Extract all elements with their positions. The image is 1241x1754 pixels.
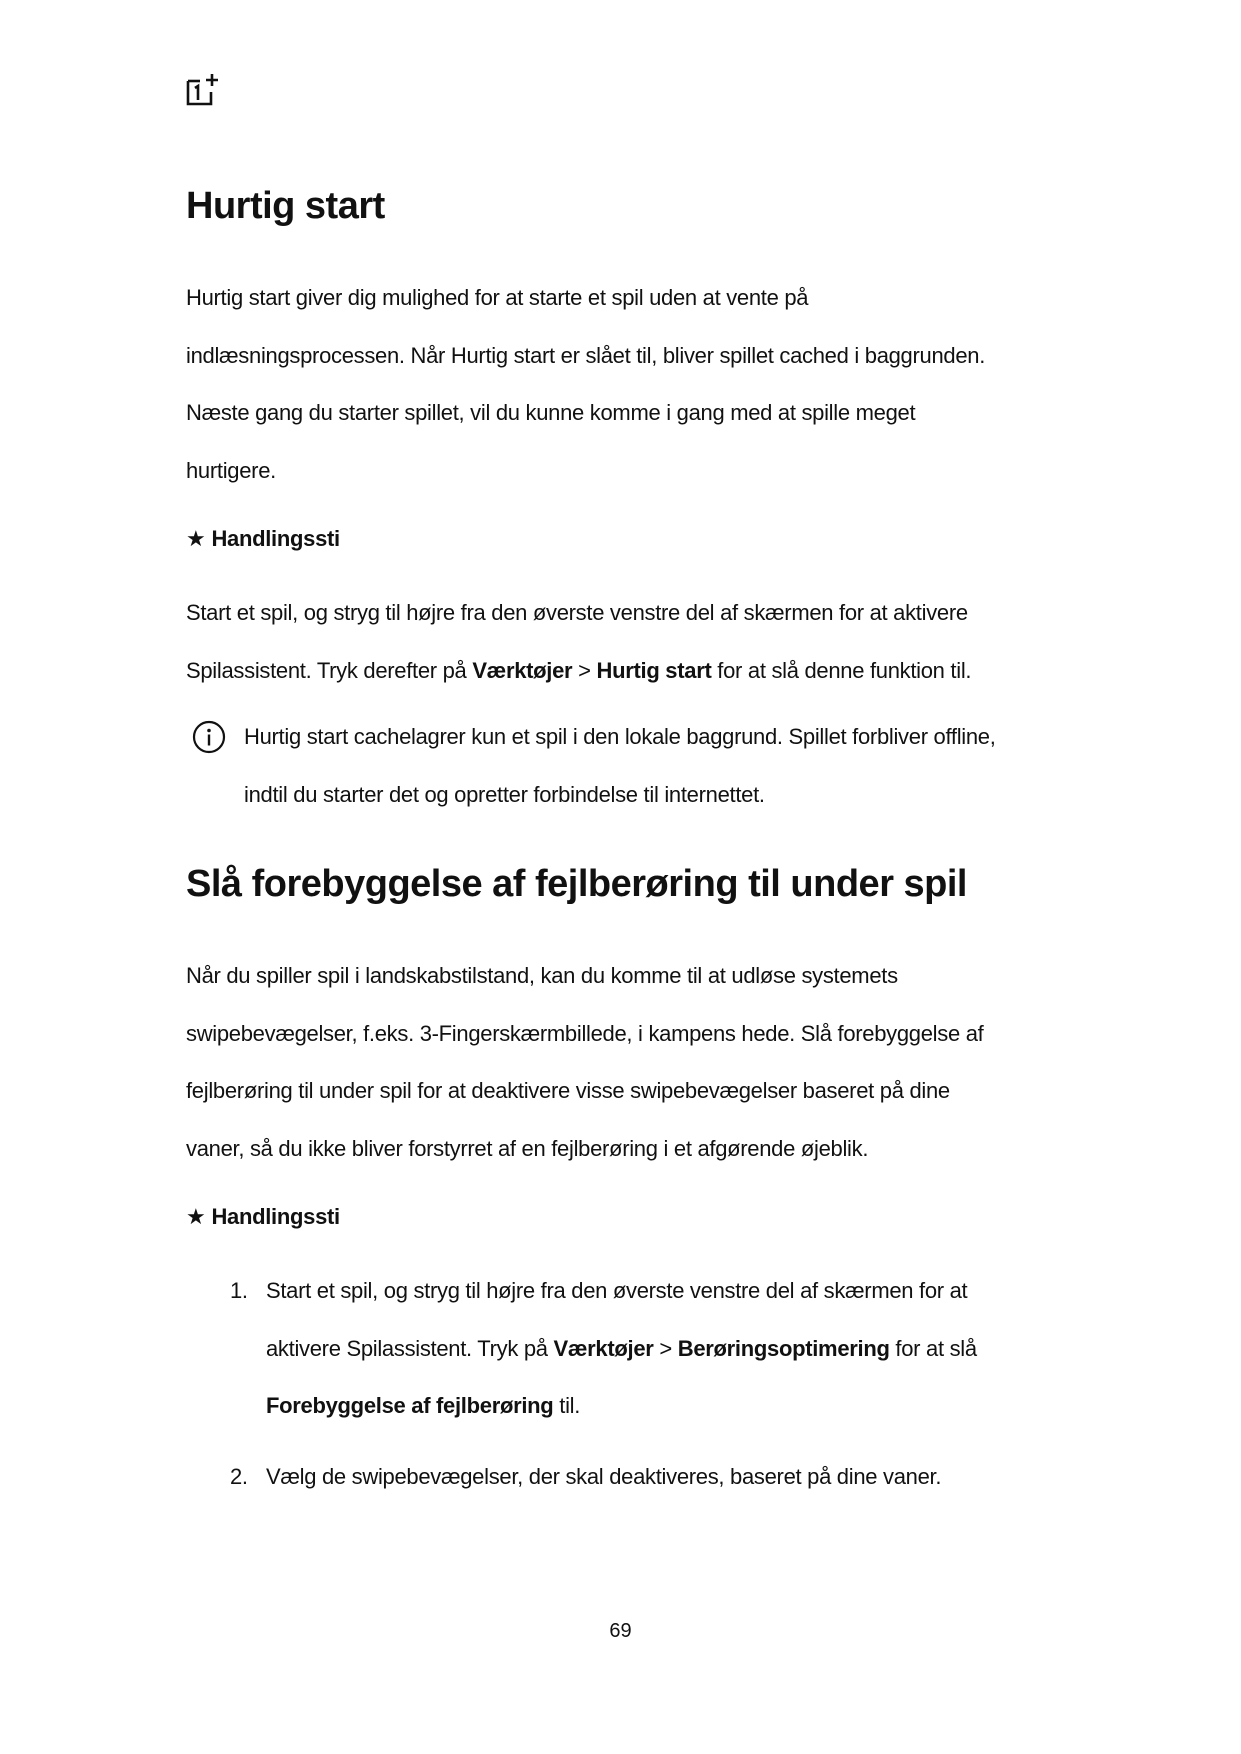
text-line: Vælg de swipebevægelser, der skal deaktiveres, baseret på dine vaner. (266, 1464, 942, 1489)
text-line: Næste gang du starter spillet, vil du kunne komme i gang med at spille meget (186, 400, 916, 425)
text-line: swipebevægelser, f.eks. 3-Fingerskærmbillede, i kampens hede. Slå forebyggelse af (186, 1020, 984, 1046)
text-line: Hurtig start cachelagrer kun et spil i den lokale baggrund. Spillet forbliver offline, (244, 724, 996, 749)
menu-path-quick-start: Hurtig start (596, 657, 712, 683)
action-path-label: Handlingssti (211, 1204, 340, 1229)
text-line: Når du spiller spil i landskabstilstand, kan du komme til at udløse systemets (186, 963, 898, 988)
star-icon: ★ (186, 526, 206, 551)
star-icon: ★ (186, 1204, 206, 1229)
list-number: 1. (230, 1278, 248, 1303)
setting-name-touch-prevention: Forebyggelse af fejlberøring (266, 1393, 554, 1418)
text-line: Start et spil, og stryg til højre fra den øverste venstre del af skærmen for at (266, 1278, 968, 1303)
oneplus-logo-icon (186, 72, 220, 106)
section-title-touch-prevention: Slå forebyggelse af fejlberøring til under spil (186, 863, 967, 905)
text-line: indtil du starter det og opretter forbindelse til internettet. (244, 781, 765, 807)
text-line: Forebyggelse af fejlberøring til. (266, 1393, 581, 1418)
intro-paragraph (186, 947, 1066, 1177)
section-title-hurtig-start: Hurtig start (186, 185, 385, 227)
menu-path-touch-optimization: Berøringsoptimering (677, 1335, 890, 1361)
text-line: indlæsningsprocessen. Når Hurtig start er slået til, bliver spillet cached i baggrunden. (186, 342, 986, 368)
action-path-heading (186, 524, 340, 554)
menu-path-tools: Værktøjer (472, 657, 573, 683)
action-path-heading (186, 1202, 340, 1232)
text-line: Spilassistent. Tryk derefter på Værktøjer > Hurtig start for at slå denne funktion til. (186, 657, 972, 683)
info-icon (192, 720, 226, 754)
text-line: Start et spil, og stryg til højre fra den øverste venstre del af skærmen for at aktivere (186, 600, 968, 625)
menu-path-tools: Værktøjer (553, 1335, 654, 1361)
text-line: vaner, så du ikke bliver forstyrret af en fejlberøring i et afgørende øjeblik. (186, 1135, 869, 1161)
text-line: Hurtig start giver dig mulighed for at starte et spil uden at vente på (186, 285, 809, 310)
text-line: aktivere Spilassistent. Tryk på Værktøjer > Berøringsoptimering for at slå (266, 1335, 977, 1361)
text-line: hurtigere. (186, 457, 276, 483)
steps-paragraph (186, 584, 1066, 699)
text-line: fejlberøring til under spil for at deaktivere visse swipebevægelser baseret på dine (186, 1078, 950, 1103)
page-number: 69 (609, 1620, 632, 1642)
intro-paragraph (186, 269, 1066, 499)
list-number: 2. (230, 1464, 248, 1489)
action-path-label: Handlingssti (211, 526, 340, 551)
info-note (244, 708, 1094, 823)
